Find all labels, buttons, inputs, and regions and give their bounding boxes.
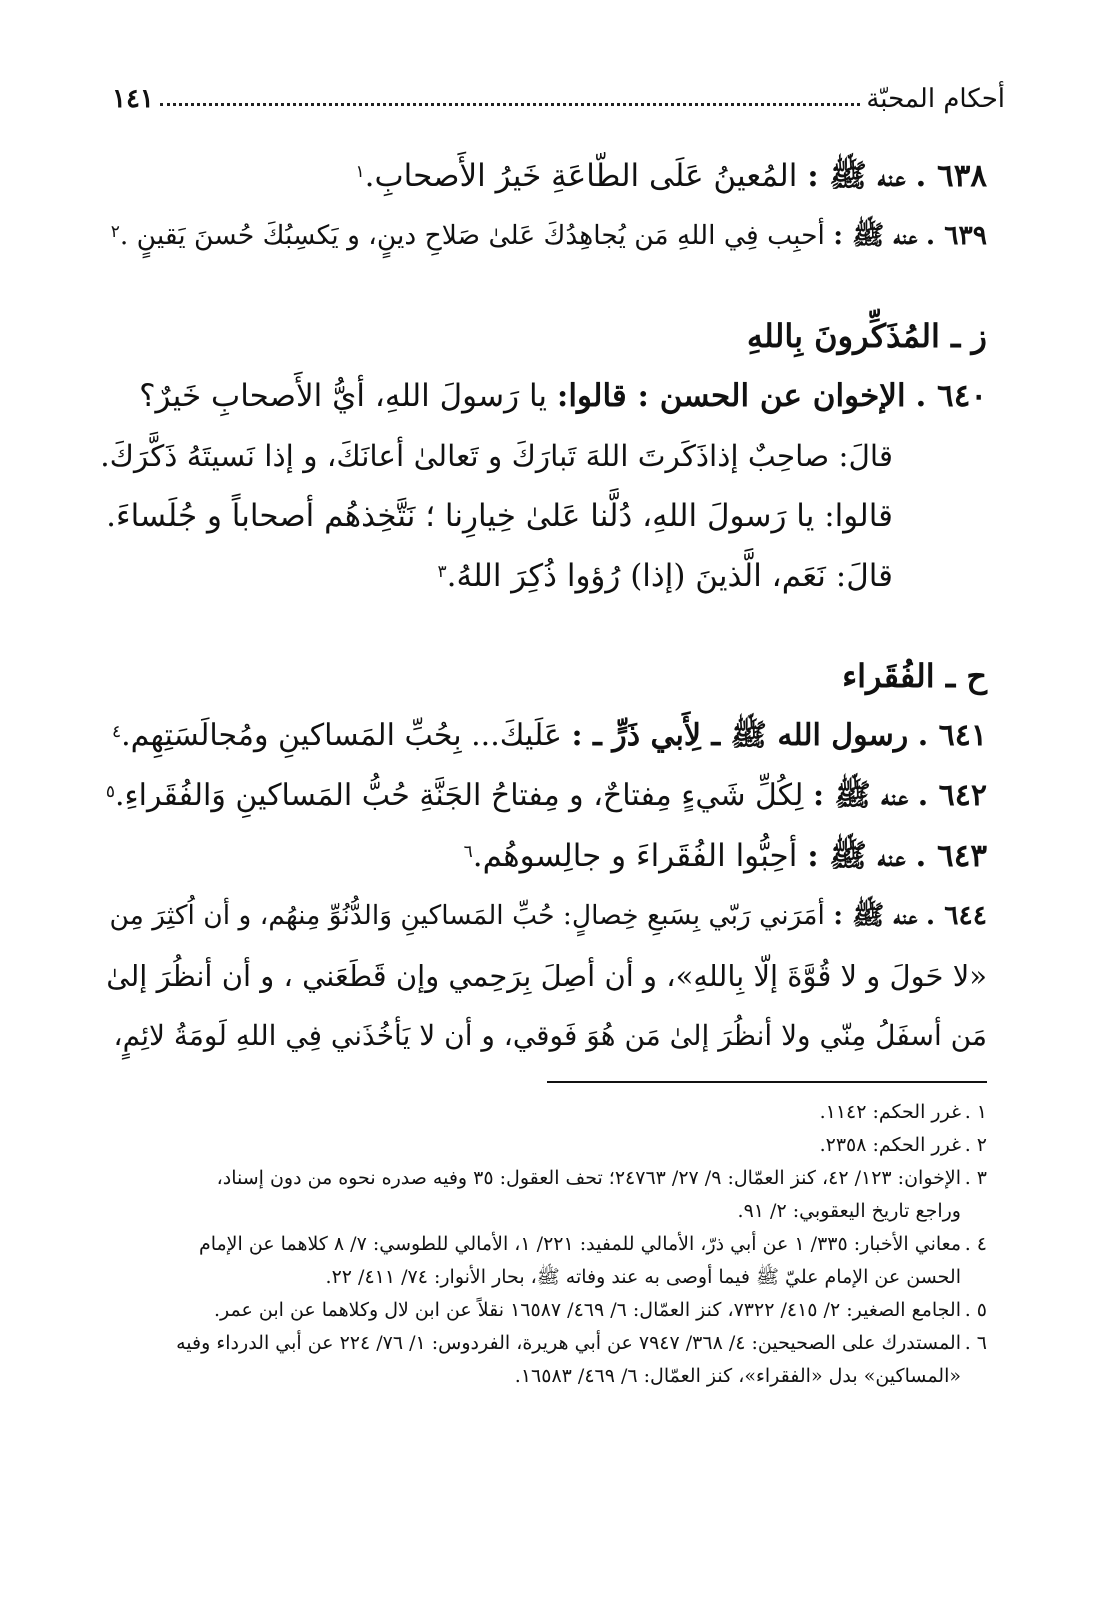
footnote-text: الإخوان: ١٢٣/ ٤٢، كنز العمّال: ٩/ ٢٧/ ٢٤٧٦٣؛ تحف العقول: ٣٥ وفيه صدره نحوه من دون إسناد، bbox=[216, 1167, 961, 1189]
hadith-number: ٦٤١ . bbox=[917, 718, 987, 753]
hadith-number: ٦٤٤ . bbox=[925, 900, 987, 931]
hadith-644 bbox=[100, 886, 987, 946]
section-heading-h: ح ـ الفُقَراء bbox=[842, 657, 987, 695]
footnote-number: ٢ . bbox=[964, 1134, 987, 1156]
hadith-text: عَلَيكَ... بِحُبِّ المَساكينِ ومُجالَسَتِهِم. bbox=[121, 718, 562, 753]
hadith-text: قالَ: نَعَم، الَّذينَ (إذا) رُؤوا ذُكِرَ اللهُ. bbox=[446, 558, 893, 594]
hadith-text: يا رَسولَ اللهِ، أيُّ الأَصحابِ خَيرٌ؟ bbox=[139, 378, 548, 414]
footnote-text: غرر الحكم: ٢٣٥٨. bbox=[819, 1134, 961, 1156]
hadith-640-line-4 bbox=[100, 546, 987, 606]
footnote-3-continued: وراجع تاريخ اليعقوبي: ٢/ ٩١. bbox=[737, 1200, 961, 1222]
hadith-text: المُعينُ عَلَى الطّاعَةِ خَيرُ الأَصحابِ. bbox=[364, 158, 798, 194]
running-header bbox=[112, 74, 1005, 114]
footnotes bbox=[108, 1096, 987, 1393]
running-title: أحكام المحبّة bbox=[866, 84, 1005, 114]
footnote-4-continued: الحسن عن الإمام عليّ ﷺ فيما أوصى به عند وفاته ﷺ، بحار الأنوار: ٧٤/ ٤١١/ ٢٢. bbox=[325, 1266, 961, 1288]
footnote-number: ٤ . bbox=[964, 1233, 987, 1255]
hadith-source: الإخوان عن الحسن : قالوا: bbox=[556, 378, 906, 414]
footnote-ref[interactable]: ٦ bbox=[463, 842, 473, 862]
footnote-number: ١ . bbox=[964, 1101, 987, 1123]
hadith-639 bbox=[100, 206, 987, 266]
hadith-text: أحِبُّوا الفُقَراءَ و جالِسوهُم. bbox=[472, 838, 798, 874]
hadith-643 bbox=[100, 826, 987, 886]
footnote-divider bbox=[547, 1081, 987, 1083]
hadith-644-line-2: «لا حَولَ و لا قُوَّةَ إلّا بِاللهِ»، و أن أصِلَ بِرَحِمي وإن قَطَعَني ، و أن أنظُرَ إلىٰ bbox=[106, 959, 987, 993]
footnote-text: معاني الأخبار: ٣٣٥/ ١ عن أبي ذرّ، الأمالي للمفيد: ٢٢١/ ١، الأمالي للطوسي: ٧/ ٨ كلاهما عن الإمام bbox=[198, 1233, 961, 1255]
footnote-5 bbox=[108, 1294, 987, 1327]
footnote-ref[interactable]: ١ bbox=[355, 162, 365, 182]
footnote-4 bbox=[108, 1228, 987, 1261]
hadith-642 bbox=[100, 766, 987, 826]
footnote-6 bbox=[108, 1327, 987, 1360]
footnote-1 bbox=[108, 1096, 987, 1129]
footnote-text: المستدرك على الصحيحين: ٤/ ٣٦٨/ ٧٩٤٧ عن أبي هريرة، الفردوس: ١/ ٧٦/ ٢٢٤ عن أبي الدرداء وفيه bbox=[176, 1332, 961, 1354]
hadith-644-line-3: مَن أسفَلُ مِنّي ولا أنظُرَ إلىٰ مَن هُوَ فَوقي، و أن لا يَأخُذَني فِي اللهِ لَومَةُ لائِمٍ، bbox=[113, 1019, 987, 1052]
hadith-source: عنه ﷺ : bbox=[812, 778, 909, 813]
footnote-ref[interactable]: ٣ bbox=[437, 562, 447, 582]
page-number: ١٤١ bbox=[112, 84, 154, 114]
footnote-ref[interactable]: ٤ bbox=[111, 722, 122, 742]
hadith-source: عنه ﷺ : bbox=[807, 158, 906, 194]
hadith-source: عنه ﷺ : bbox=[807, 838, 906, 874]
hadith-640 bbox=[100, 366, 987, 426]
hadith-number: ٦٣٨ . bbox=[915, 158, 987, 194]
footnote-ref[interactable]: ٥ bbox=[105, 782, 115, 802]
main-text bbox=[100, 146, 987, 1066]
footnote-2 bbox=[108, 1129, 987, 1162]
hadith-text: أمَرَني رَبّي بِسَبعِ خِصالٍ: حُبِّ المَساكينِ وَالدُّنُوِّ مِنهُم، و أن اُكثِرَ مِن bbox=[109, 900, 825, 931]
hadith-640-line-3: قالوا: يا رَسولَ اللهِ، دُلَّنا عَلىٰ خِيارِنا ؛ نَتَّخِذهُم أصحاباً و جُلَساءَ. bbox=[106, 498, 893, 534]
hadith-638 bbox=[100, 146, 987, 206]
hadith-640-line-2: قالَ: صاحِبٌ إذاذَكَرتَ اللهَ تَبارَكَ و تَعالىٰ أعانَكَ، و إذا نَسيتَهُ ذَكَّرَكَ. bbox=[100, 439, 893, 473]
footnote-6-continued: «المساكين» بدل «الفقراء»، كنز العمّال: ٦/ ٤٦٩/ ١٦٥٨٣. bbox=[514, 1365, 961, 1387]
hadith-number: ٦٤٢ . bbox=[917, 778, 987, 813]
hadith-number: ٦٤٠ . bbox=[915, 378, 987, 414]
hadith-number: ٦٤٣ . bbox=[915, 838, 987, 874]
footnote-text: غرر الحكم: ١١٤٢. bbox=[819, 1101, 961, 1123]
footnote-ref[interactable]: ٢ bbox=[110, 222, 120, 242]
hadith-text: لِكُلِّ شَيءٍ مِفتاحٌ، و مِفتاحُ الجَنَّةِ حُبُّ المَساكينِ وَالفُقَراءِ. bbox=[114, 778, 804, 813]
hadith-641 bbox=[100, 706, 987, 766]
footnote-number: ٥ . bbox=[964, 1299, 987, 1321]
hadith-source: عنه ﷺ : bbox=[833, 220, 918, 251]
hadith-text: أحبِب فِي اللهِ مَن يُجاهِدُكَ عَلىٰ صَلاحِ دينٍ، و يَكسِبُكَ حُسنَ يَقينٍ . bbox=[119, 220, 825, 251]
footnote-number: ٣ . bbox=[964, 1167, 987, 1189]
footnote-number: ٦ . bbox=[964, 1332, 987, 1354]
section-heading-z: ز ـ المُذَكِّرونَ بِاللهِ bbox=[746, 317, 987, 355]
hadith-source: رسول الله ﷺ ـ لِأَبي ذَرٍّ ـ : bbox=[571, 718, 909, 753]
dot-leader bbox=[160, 103, 860, 106]
hadith-source: عنه ﷺ : bbox=[833, 900, 918, 931]
footnote-3 bbox=[108, 1162, 987, 1195]
footnote-text: الجامع الصغير: ٢/ ٤١٥/ ٧٣٢٢، كنز العمّال: ٦/ ٤٦٩/ ١٦٥٨٧ نقلاً عن ابن لال وكلاهما عن ابن عمر. bbox=[214, 1299, 961, 1321]
hadith-number: ٦٣٩ . bbox=[925, 220, 987, 251]
